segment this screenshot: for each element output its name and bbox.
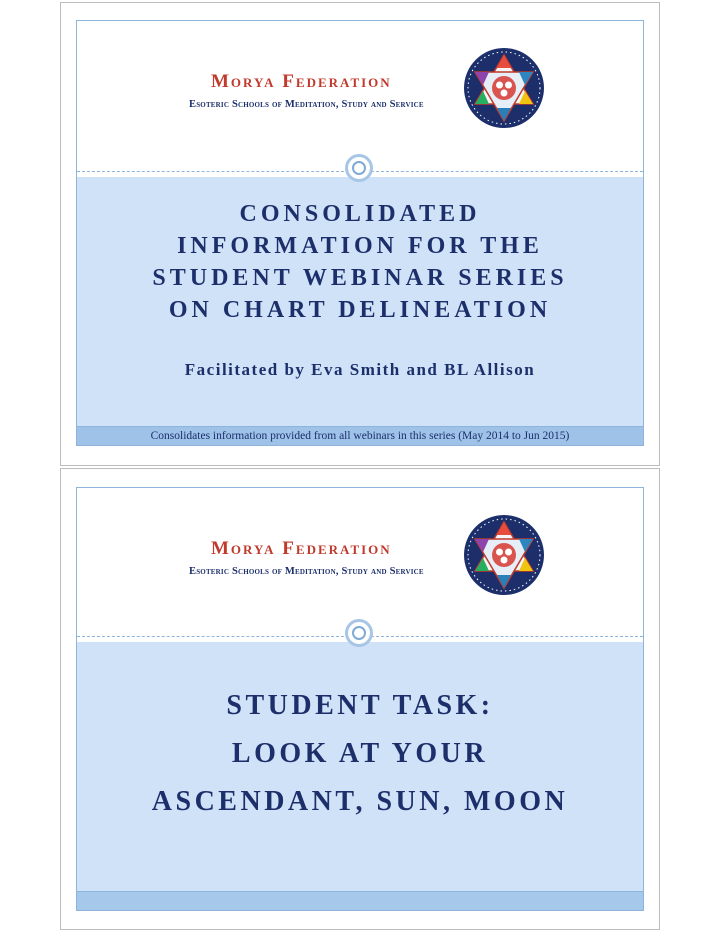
slide-2-title-line-2: LOOK AT YOUR <box>231 738 489 769</box>
slide-1 <box>76 20 644 446</box>
connector-ring-icon <box>345 619 373 647</box>
slide-1-title-line-3: STUDENT WEBINAR SERIES <box>152 265 568 291</box>
slide-1-title-line-4: ON CHART DELINEATION <box>168 297 552 323</box>
slide-1-footer: Consolidates information provided from all webinars in this series (May 2014 to Jun 2015) <box>77 426 643 445</box>
slide-2-title-line-1: STUDENT TASK: <box>226 690 494 721</box>
logo-title: Morya Federation <box>211 71 392 92</box>
slide-1-title-line-2: INFORMATION FOR THE <box>177 233 543 259</box>
slide-1-body <box>77 177 643 427</box>
logo-title: Morya Federation <box>211 538 392 559</box>
connector-ring-icon <box>345 154 373 182</box>
slide-2-title-line-3: ASCENDANT, SUN, MOON <box>151 786 569 817</box>
morya-emblem-icon <box>463 47 545 129</box>
slide-2-footer <box>77 891 643 910</box>
slide-2-header <box>77 488 643 636</box>
slide-1-title-line-1: CONSOLIDATED <box>239 201 481 227</box>
slide-1-header <box>77 21 643 171</box>
logo-subtitle: Esoteric Schools of Meditation, Study and Service <box>189 99 424 110</box>
slide-2-body <box>77 642 643 892</box>
logo-subtitle: Esoteric Schools of Meditation, Study and Service <box>189 566 424 577</box>
slide-1-subtitle: Facilitated by Eva Smith and BL Allison <box>184 360 536 379</box>
morya-emblem-icon <box>463 514 545 596</box>
slide-2 <box>76 487 644 911</box>
